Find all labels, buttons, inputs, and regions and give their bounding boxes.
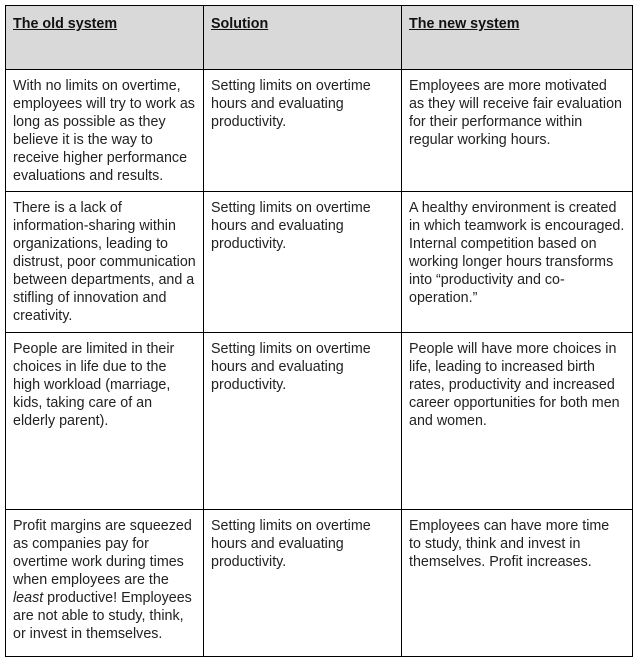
solution-cell: Setting limits on overtime hours and evaluating productivity. bbox=[204, 192, 402, 333]
old-system-cell: There is a lack of information-sharing within organizations, leading to distrust, poor communication between departments, and a stifling of innovation and creativity. bbox=[6, 192, 204, 333]
new-system-cell: Employees are more motivated as they will receive fair evaluation for their performance within regular working hours. bbox=[402, 70, 633, 192]
table-row bbox=[6, 333, 633, 510]
solution-cell: Setting limits on overtime hours and evaluating productivity. bbox=[204, 510, 402, 657]
new-system-cell: People will have more choices in life, leading to increased birth rates, productivity and increased career opportunities for both men and women. bbox=[402, 333, 633, 510]
header-solution: Solution bbox=[204, 6, 402, 70]
old-system-cell: People are limited in their choices in life due to the high workload (marriage, kids, taking care of an elderly parent). bbox=[6, 333, 204, 510]
comparison-table bbox=[5, 5, 633, 657]
emphasis-text: least bbox=[13, 590, 44, 606]
old-system-cell bbox=[6, 510, 204, 657]
solution-cell: Setting limits on overtime hours and evaluating productivity. bbox=[204, 333, 402, 510]
new-system-cell: A healthy environment is created in which teamwork is encouraged. Internal competition based on working longer hours transforms into “productivity and co-operation.” bbox=[402, 192, 633, 333]
new-system-cell: Employees can have more time to study, think and invest in themselves. Profit increases. bbox=[402, 510, 633, 657]
old-text-after: productive! Employees are not able to study, think, or invest in themselves. bbox=[13, 590, 192, 642]
header-row bbox=[6, 6, 633, 70]
table-row bbox=[6, 510, 633, 657]
old-text-before: Profit margins are squeezed as companies pay for overtime work during times when employees are the bbox=[13, 518, 192, 588]
table-row bbox=[6, 192, 633, 333]
solution-cell: Setting limits on overtime hours and evaluating productivity. bbox=[204, 70, 402, 192]
header-old-system: The old system bbox=[6, 6, 204, 70]
header-new-system: The new system bbox=[402, 6, 633, 70]
old-system-cell: With no limits on overtime, employees will try to work as long as possible as they believe it is the way to receive higher performance evaluations and results. bbox=[6, 70, 204, 192]
table-row bbox=[6, 70, 633, 192]
